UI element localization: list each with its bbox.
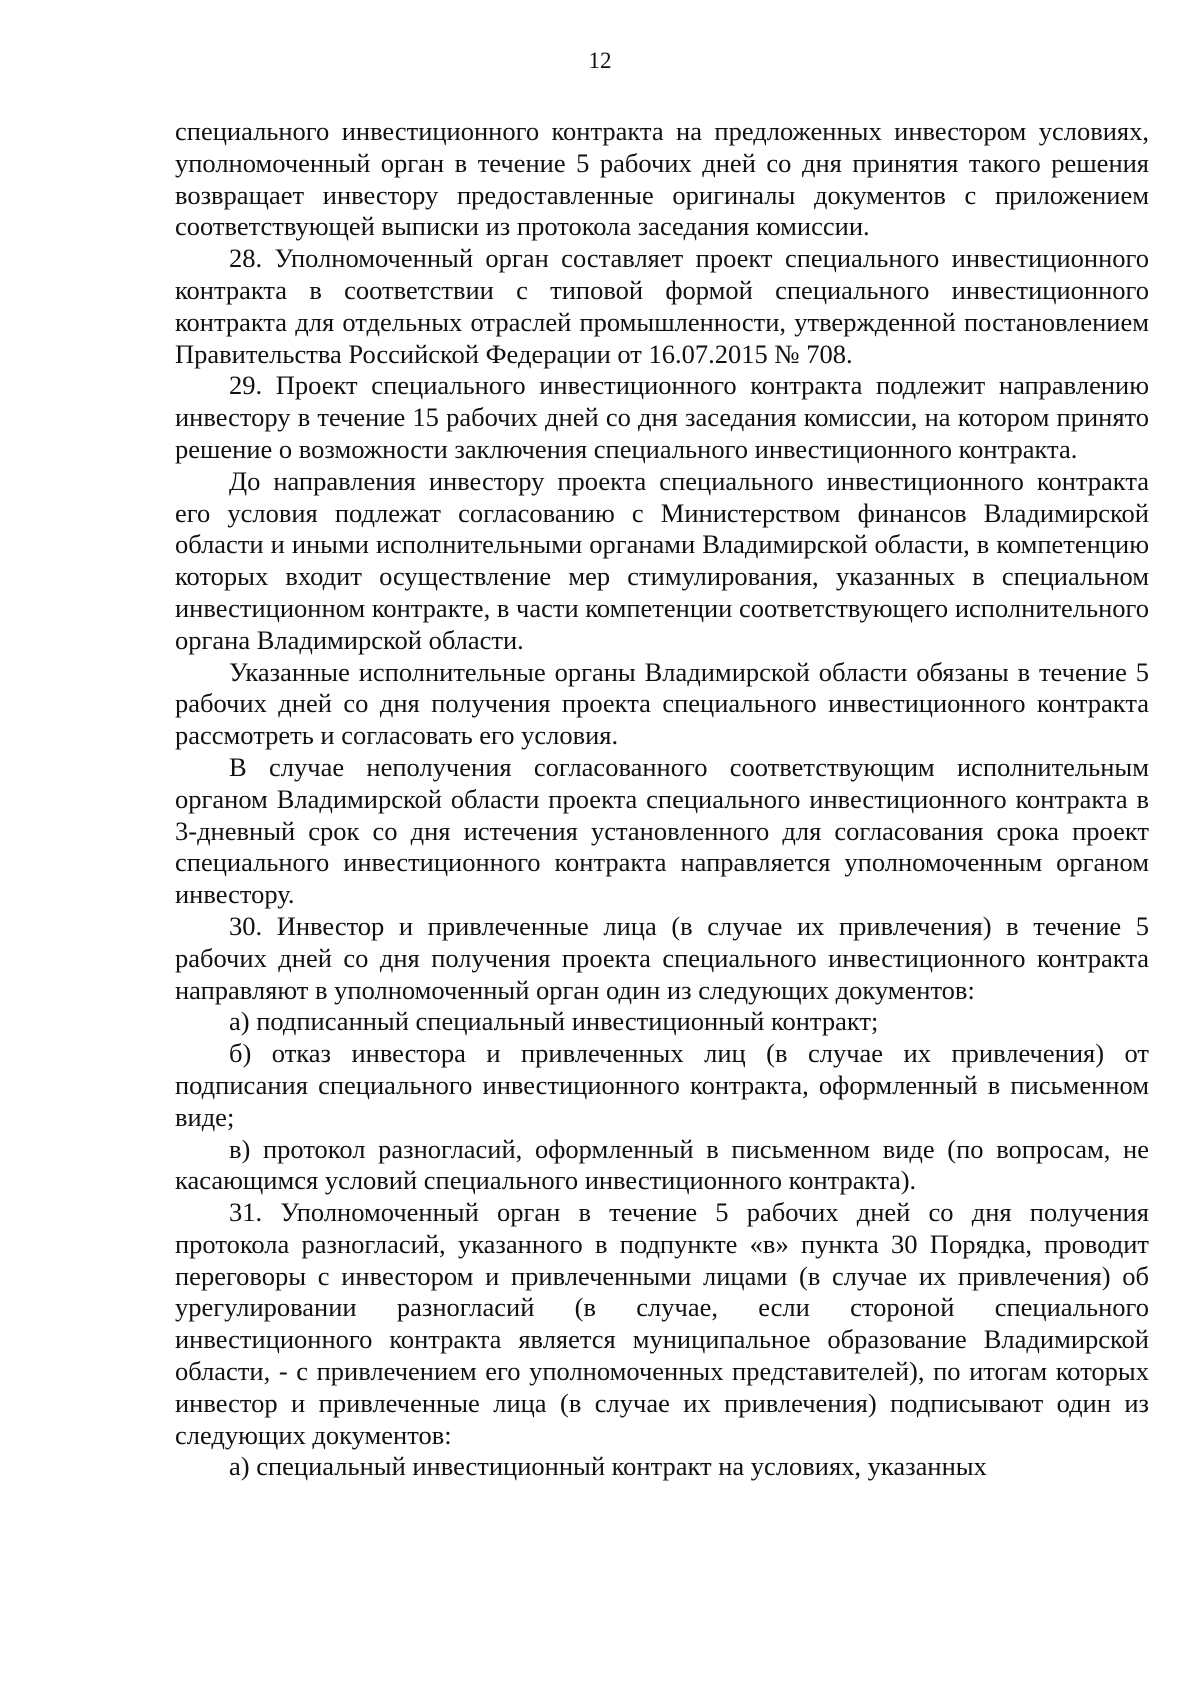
list-item-30b: б) отказ инвестора и привлеченных лиц (в случае их привлечения) от подписания специального инвестиционного контракта, оформленный в письменном виде; (175, 1038, 1149, 1132)
paragraph-29-deadline: Указанные исполнительные органы Владимирской области обязаны в течение 5 рабочих дней со дня получения проекта специального инвестиционного контракта рассмотреть и согласовать его условия. (175, 656, 1149, 751)
paragraph-31: 31. Уполномоченный орган в течение 5 рабочих дней со дня получения протокола разногласий, указанного в подпункте «в» пункта 30 Порядка, проводит переговоры с инвестором и привлеченными лицами (в случае их привлечения) об урегулировании разногласий (в случае, если стороной специального инвестиционного контракта является муниципальное образование Владимирской области, - с привлечением его уполномоченных представителей), по итогам которых инвестор и привлеченные лица (в случае их привлечения) подписывают один из следующих документов: (175, 1197, 1149, 1450)
paragraph-continuation: специального инвестиционного контракта на предложенных инвестором условиях, уполномоченный орган в течение 5 рабочих дней со дня принятия такого решения возвращает инвестору предоставленные оригиналы документов с приложением соответствующей выписки из протокола заседания комиссии. (175, 116, 1149, 242)
paragraph-29: 29. Проект специального инвестиционного контракта подлежит направлению инвестору в течение 15 рабочих дней со дня заседания комиссии, на котором принято решение о возможности заключения специального инвестиционного контракта. (175, 370, 1149, 464)
list-item-31a: а) специальный инвестиционный контракт на условиях, указанных (229, 1451, 987, 1482)
page-number: 12 (588, 48, 612, 73)
paragraph-29-non-receipt: В случае неполучения согласованного соответствующим исполнительным органом Владимирской области проекта специального инвестиционного контракта в 3-дневный срок со дня истечения установленного для согласования срока проект специального инвестиционного контракта направляется уполномоченным органом инвестору. (175, 751, 1149, 910)
paragraph-28: 28. Уполномоченный орган составляет проект специального инвестиционного контракта в соответствии с типовой формой специального инвестиционного контракта для отдельных отраслей промышленности, утвержденной постановлением Правительства Российской Федерации от 16.07.2015 № 708. (175, 243, 1149, 369)
list-item-30a: а) подписанный специальный инвестиционный контракт; (229, 1006, 879, 1037)
paragraph-30: 30. Инвестор и привлеченные лица (в случае их привлечения) в течение 5 рабочих дней со дня получения проекта специального инвестиционного контракта направляют в уполномоченный орган один из следующих документов: (175, 910, 1149, 1005)
document-body (175, 116, 1149, 1483)
paragraph-29-approval: До направления инвестору проекта специального инвестиционного контракта его условия подлежат согласованию с Министерством финансов Владимирской области и иными исполнительными органами Владимирской области, в компетенцию которых входит осуществление мер стимулирования, указанных в специальном инвестиционном контракте, в части компетенции соответствующего исполнительного органа Владимирской области. (175, 465, 1149, 655)
list-item-30c: в) протокол разногласий, оформленный в письменном виде (по вопросам, не касающимся условий специального инвестиционного контракта). (175, 1133, 1149, 1196)
